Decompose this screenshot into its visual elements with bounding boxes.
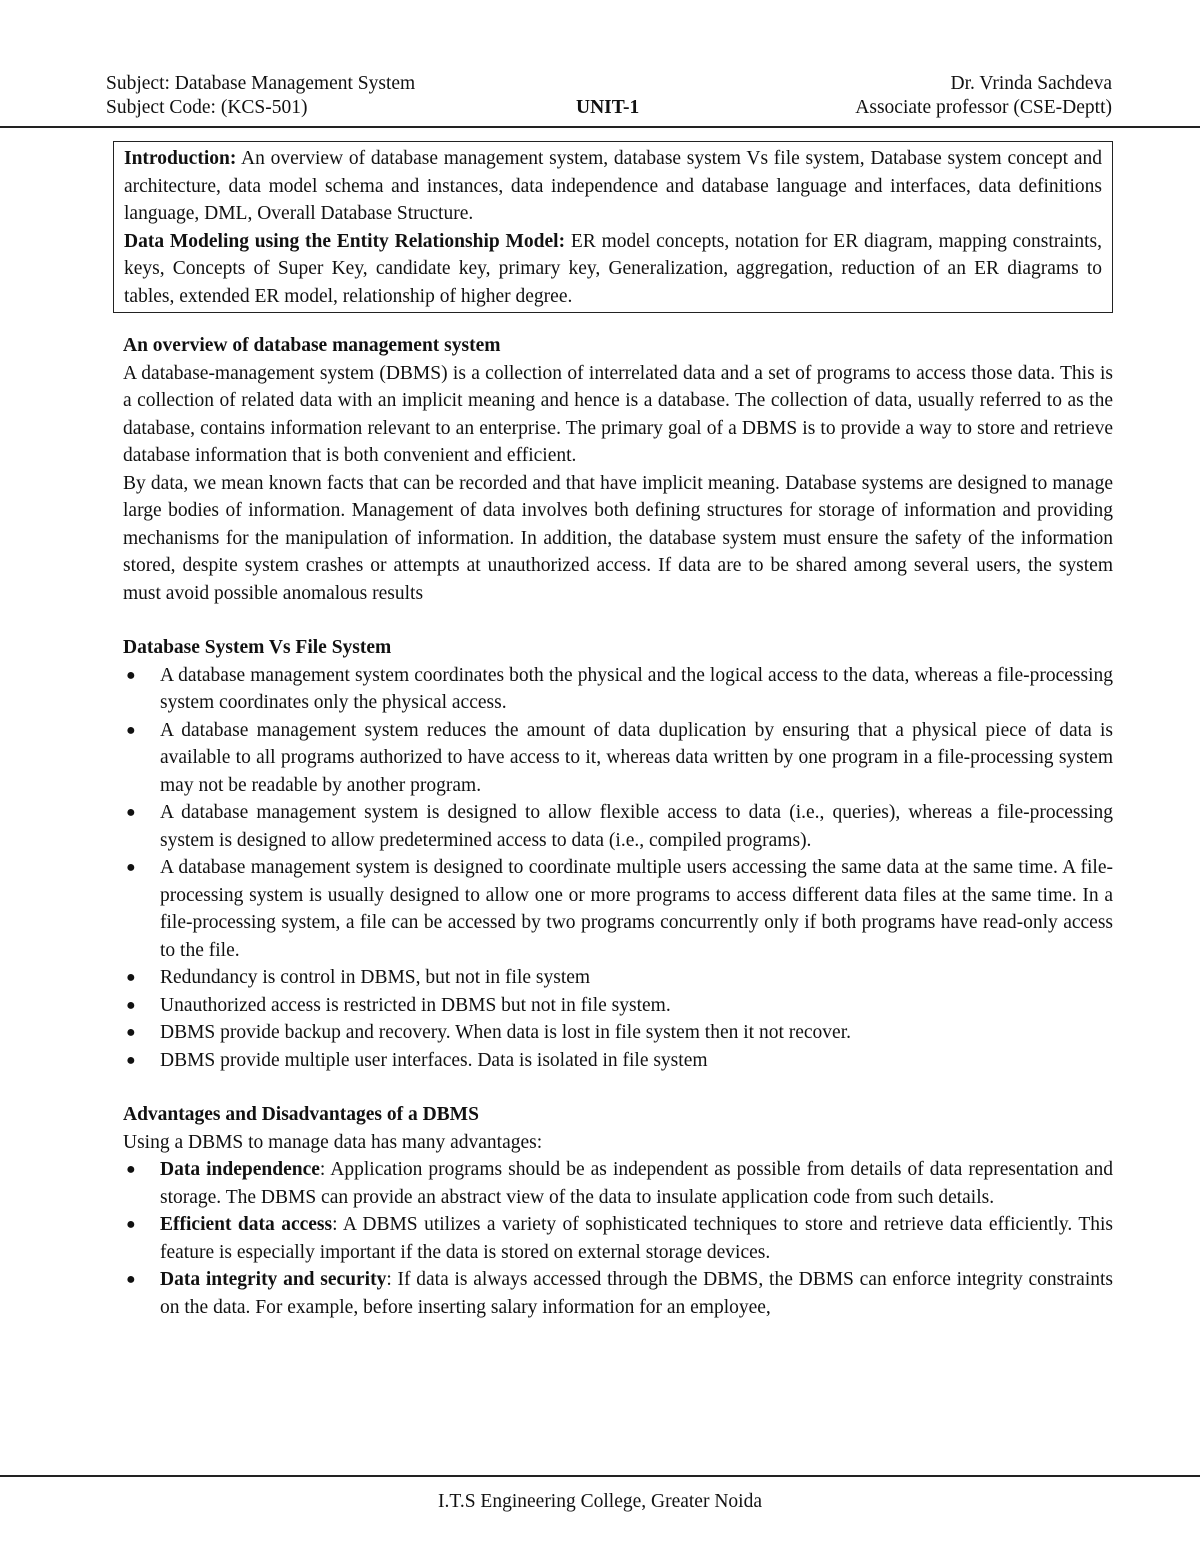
list-item: ● A database management system reduces the amount of data duplication by ensuring that a physical piece of data is available to all programs authorized to have access to it, whereas data written by one program in a file-processing system may not be readable by another program. xyxy=(123,717,1113,800)
bullet-icon: ● xyxy=(126,804,136,821)
bullet-icon: ● xyxy=(126,721,136,739)
list-item: ● A database management system coordinates both the physical and the logical access to the data, whereas a file-processing system coordinates only the physical access. xyxy=(123,662,1113,717)
footer-rule xyxy=(0,1475,1200,1477)
list-item: ● A database management system is designed to allow flexible access to data (i.e., queries), whereas a file-processing system is designed to allow predetermined access to data (i.e., compiled programs). xyxy=(123,799,1113,854)
page-footer: I.T.S Engineering College, Greater Noida xyxy=(438,1491,762,1512)
syllabus-er xyxy=(124,228,1102,311)
overview-paragraph-2: By data, we mean known facts that can be recorded and that have implicit meaning. Database systems are designed to manage large bodies of information. Management of data involves both defining structures for storage of information and providing mechanisms for the manipulation of information. In addition, the database system must ensure the safety of the information stored, despite system crashes or attempts at unauthorized access. If data are to be shared among several users, the system must avoid possible anomalous results xyxy=(123,472,1113,604)
syllabus-er-label: Data Modeling using the Entity Relationship Model: xyxy=(124,230,566,252)
header-rule xyxy=(0,126,1200,128)
bullet-icon: ● xyxy=(126,1161,136,1178)
overview-heading: An overview of database management system xyxy=(123,335,501,356)
subject-label: Subject: Database Management System xyxy=(106,73,416,94)
advantages-list xyxy=(123,1156,1113,1321)
main-content xyxy=(123,332,1113,1321)
bullet-icon: ● xyxy=(126,1271,136,1288)
advantages-heading: Advantages and Disadvantages of a DBMS xyxy=(123,1104,479,1125)
bullet-icon: ● xyxy=(126,666,136,684)
bullet-icon: ● xyxy=(126,1024,136,1041)
syllabus-intro-text: An overview of database management system, database system Vs file system, Database system concept and architecture, data model schema and instances, data independence and database language and interfaces, data definitions language, DML, Overall Database Structure. xyxy=(124,148,1102,224)
syllabus-er-text: ER model concepts, notation for ER diagram, mapping constraints, keys, Concepts of Super Key, candidate key, primary key, Generalization, aggregation, reduction of an ER diagrams to tables, extended ER model, relationship of higher degree. xyxy=(124,230,1102,307)
author-name: Dr. Vrinda Sachdeva xyxy=(950,73,1112,94)
advantages-intro: Using a DBMS to manage data has many advantages: xyxy=(123,1131,543,1153)
list-item: ● Data integrity and security: If data is always accessed through the DBMS, the DBMS can enforce integrity constraints on the data. For example, before inserting salary information for an employee, xyxy=(123,1266,1113,1321)
list-item: ● DBMS provide backup and recovery. When data is lost in file system then it not recover. xyxy=(123,1019,1113,1047)
subject-code: Subject Code: (KCS-501) xyxy=(106,97,308,118)
syllabus-intro-label: Introduction: xyxy=(124,148,237,169)
unit-title: UNIT-1 xyxy=(576,97,640,118)
bullet-icon: ● xyxy=(126,996,136,1014)
list-item: ● Efficient data access: A DBMS utilizes a variety of sophisticated techniques to store and retrieve data efficiently. This feature is especially important if the data is stored on external storage devices. xyxy=(123,1211,1113,1266)
author-designation: Associate professor (CSE-Deptt) xyxy=(855,97,1112,118)
vs-list xyxy=(123,662,1113,1075)
syllabus-intro xyxy=(124,145,1102,228)
overview-paragraph-1: A database-management system (DBMS) is a collection of interrelated data and a set of programs to access those data. This is a collection of related data with an implicit meaning and hence is a database. The collection of data, usually referred to as the database, contains information relevant to an enterprise. The primary goal of a DBMS is to provide a way to store and retrieve database information that is both convenient and efficient. xyxy=(123,362,1113,466)
bullet-icon: ● xyxy=(126,1051,136,1069)
list-item: ● Redundancy is control in DBMS, but not in file system xyxy=(123,964,1113,992)
list-item: ● Unauthorized access is restricted in DBMS but not in file system. xyxy=(123,992,1113,1020)
bullet-icon: ● xyxy=(126,969,136,986)
list-item: ● A database management system is designed to coordinate multiple users accessing the same data at the same time. A file-processing system is usually designed to allow one or more programs to access different data files at the same time. In a file-processing system, a file can be accessed by two programs concurrently only if both programs have read-only access to the file. xyxy=(123,854,1113,964)
list-item: ● Data independence: Application programs should be as independent as possible from details of data representation and storage. The DBMS can provide an abstract view of the data to insulate application code from such details. xyxy=(123,1156,1113,1211)
bullet-icon: ● xyxy=(126,1216,136,1233)
page-header xyxy=(106,72,1112,120)
vs-heading: Database System Vs File System xyxy=(123,637,392,658)
list-item: ● DBMS provide multiple user interfaces. Data is isolated in file system xyxy=(123,1047,1113,1075)
syllabus-box xyxy=(113,141,1113,313)
bullet-icon: ● xyxy=(126,859,136,876)
